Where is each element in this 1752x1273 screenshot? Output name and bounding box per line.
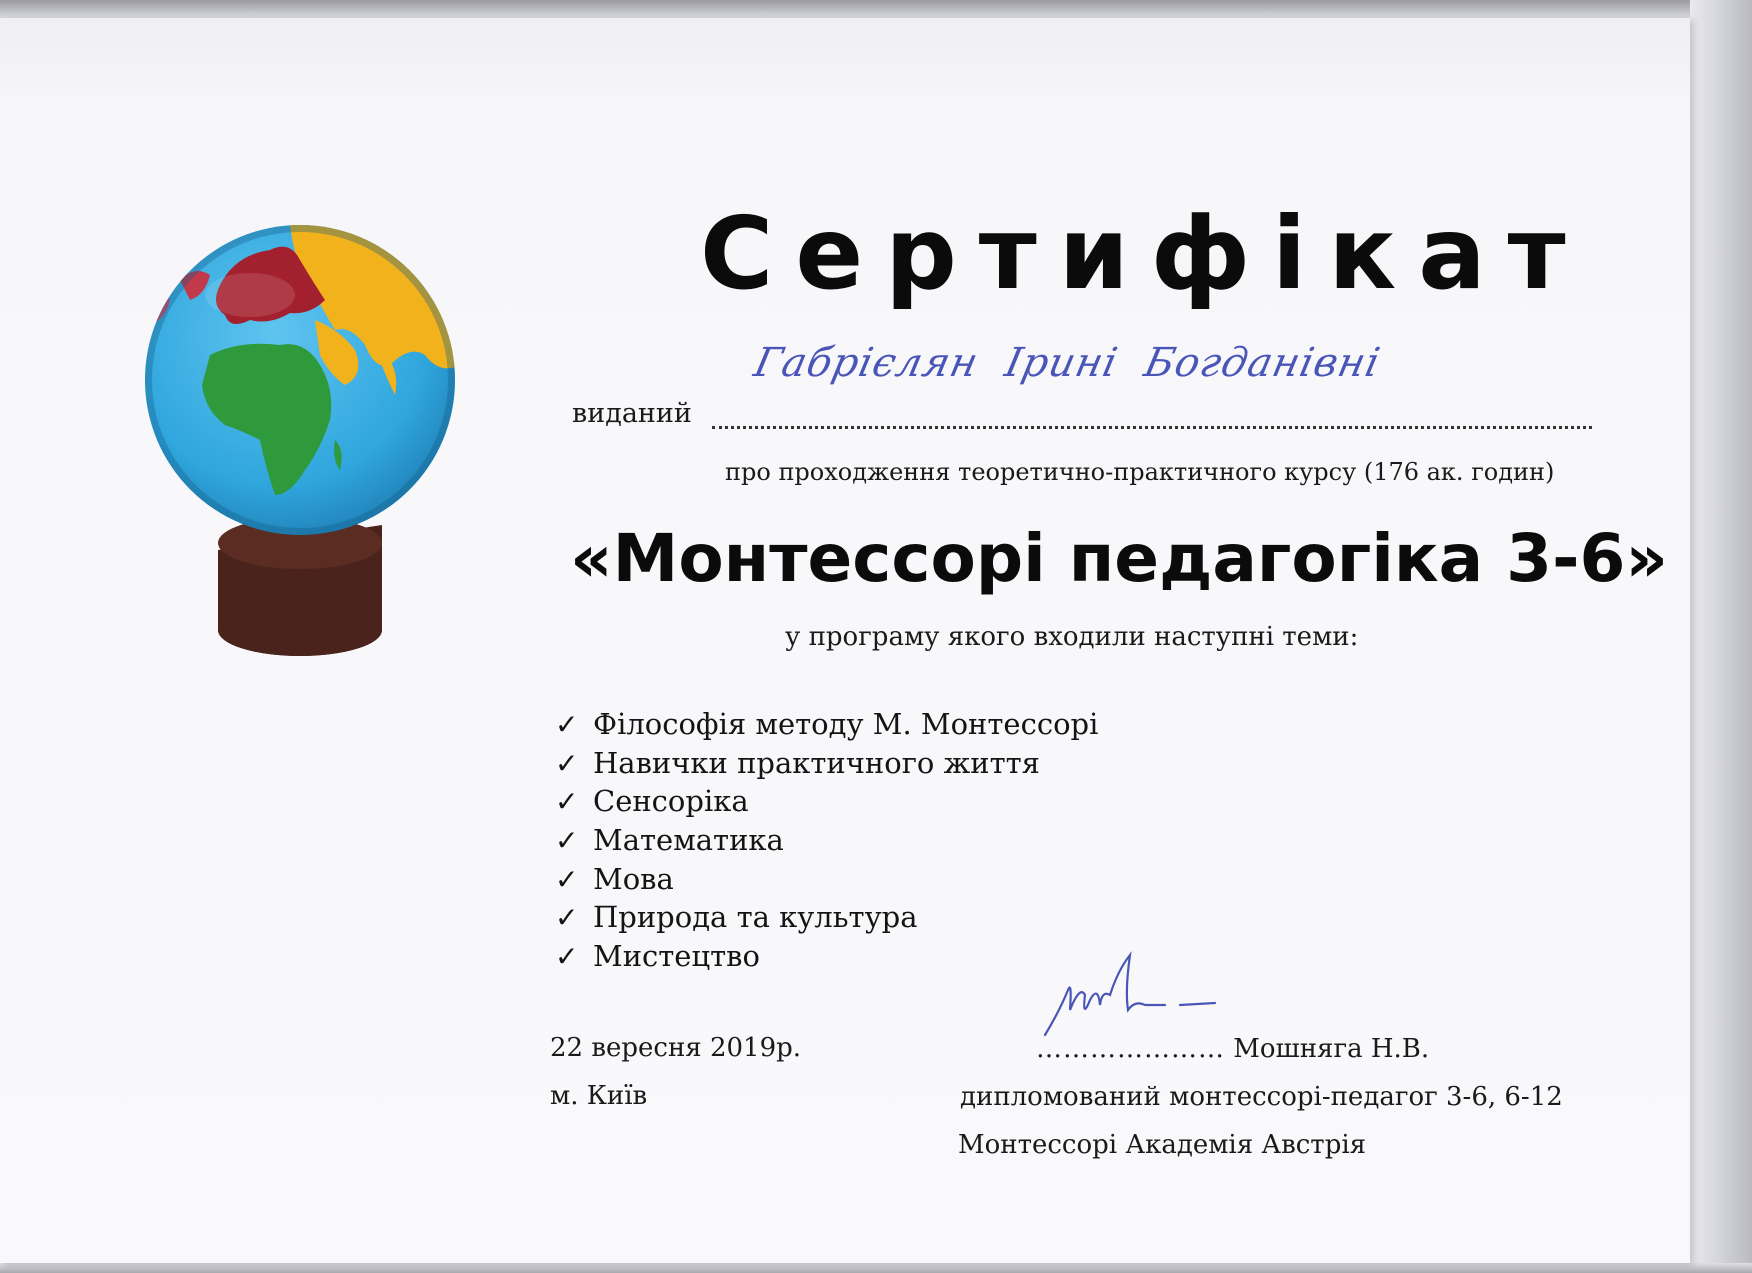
topic-label: Математика	[593, 823, 784, 858]
signature-line	[1036, 1034, 1429, 1064]
signature-mark	[1040, 950, 1220, 1040]
certificate-title: Сертифікат	[700, 195, 1588, 312]
program-intro: у програму якого входили наступні теми:	[785, 622, 1359, 652]
topic-item	[555, 860, 1098, 899]
check-icon: ✓	[555, 862, 579, 896]
check-icon: ✓	[555, 940, 579, 974]
issue-date: 22 вересня 2019р.	[550, 1033, 802, 1063]
course-description: про проходження теоретично-практичного курсу (176 ак. годин)	[725, 458, 1555, 486]
check-icon: ✓	[555, 708, 579, 741]
topic-label: Мова	[593, 861, 674, 896]
recipient-name	[750, 340, 1412, 386]
signer-name: Мошняга Н.В.	[1233, 1034, 1430, 1064]
dotted-line	[712, 412, 1592, 429]
topic-label: Філософія методу М. Монтессорі	[593, 707, 1099, 741]
scan-edge-bottom	[0, 1263, 1752, 1273]
check-icon: ✓	[555, 785, 579, 819]
signature-dots: …………………	[1036, 1034, 1225, 1064]
topic-item	[555, 744, 1098, 783]
recipient-patronymic: Богданівні	[1140, 340, 1385, 386]
signer-title: дипломований монтессорі-педагог 3-6, 6-12	[960, 1082, 1563, 1112]
topic-label: Сенсоріка	[593, 784, 749, 819]
check-icon: ✓	[555, 746, 579, 780]
recipient-surname: Габрієлян	[750, 340, 983, 386]
topic-item	[555, 821, 1098, 860]
issue-city: м. Київ	[550, 1081, 648, 1111]
issued-to-row	[572, 398, 1592, 438]
check-icon: ✓	[555, 824, 579, 858]
topic-label: Навички практичного життя	[593, 745, 1040, 780]
issued-label: виданий	[572, 398, 692, 429]
topic-label: Мистецтво	[593, 939, 760, 974]
topic-label: Природа та культура	[593, 900, 918, 935]
recipient-first-name: Ірині	[1000, 340, 1123, 386]
topic-item	[555, 937, 1098, 976]
signer-organization: Монтессорі Академія Австрія	[958, 1130, 1367, 1160]
topic-item	[555, 782, 1098, 821]
topics-list	[555, 705, 1098, 976]
topic-item	[555, 898, 1098, 937]
topic-item	[555, 705, 1098, 744]
check-icon: ✓	[555, 901, 579, 935]
course-name: «Монтессорі педагогіка 3-6»	[570, 520, 1669, 597]
scan-edge-right	[1690, 0, 1752, 1273]
globe-illustration	[140, 225, 460, 665]
